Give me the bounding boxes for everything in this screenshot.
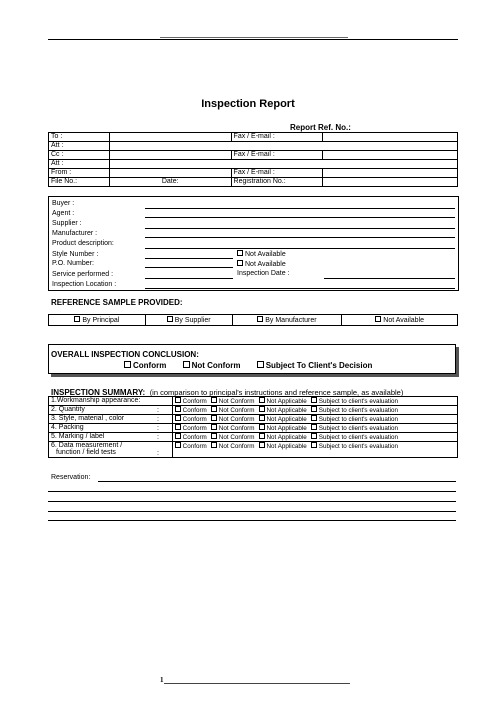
summary-option[interactable]: Not Conform xyxy=(211,425,255,432)
fax-label-2: Fax / E-mail : xyxy=(231,151,323,160)
summary-row xyxy=(49,424,458,433)
conclusion-options xyxy=(124,361,372,370)
po-label: P.O. Number: xyxy=(52,260,94,267)
checkbox-icon xyxy=(211,442,217,448)
checkbox-icon xyxy=(211,415,217,421)
att-field-2[interactable] xyxy=(109,160,457,169)
style-not-available[interactable]: Not Available xyxy=(237,250,286,259)
summary-option[interactable]: Subject to client's evaluation xyxy=(311,416,398,423)
summary-option[interactable]: Subject to client's evaluation xyxy=(311,434,398,441)
buyer-label: Buyer : xyxy=(52,200,75,207)
summary-option[interactable]: Subject to client's evaluation xyxy=(311,443,398,450)
checkbox-icon xyxy=(237,250,243,256)
checkbox-icon xyxy=(167,316,173,322)
checkbox-icon xyxy=(259,406,265,412)
product-line[interactable] xyxy=(145,248,455,249)
summary-row xyxy=(49,433,458,442)
fax-field-3[interactable] xyxy=(323,169,458,178)
checkbox-icon xyxy=(211,406,217,412)
summary-table xyxy=(48,396,458,458)
summary-option[interactable]: Conform xyxy=(175,443,207,450)
top-rule-gray xyxy=(160,37,348,38)
checkbox-icon xyxy=(74,316,80,322)
summary-option[interactable]: Not Applicable xyxy=(259,425,307,432)
checkbox-icon xyxy=(175,406,181,412)
summary-option[interactable]: Not Conform xyxy=(211,443,255,450)
ref-by-supplier[interactable]: By Supplier xyxy=(145,315,232,326)
reservation-line-1[interactable] xyxy=(98,481,456,482)
summary-item-label: 2. Quantity : xyxy=(49,406,173,415)
agent-line[interactable] xyxy=(145,217,455,218)
date-label: Date: xyxy=(161,178,179,185)
manufacturer-line[interactable] xyxy=(145,237,455,238)
po-not-available[interactable]: Not Available xyxy=(237,260,286,269)
date-cell[interactable] xyxy=(109,178,231,187)
checkbox-icon xyxy=(175,397,181,403)
registration-label: Registration No.: xyxy=(231,178,323,187)
conclusion-subject-client[interactable]: Subject To Client's Decision xyxy=(257,361,373,370)
checkbox-icon xyxy=(183,361,190,368)
summary-option[interactable]: Not Conform xyxy=(211,434,255,441)
ref-by-principal[interactable]: By Principal xyxy=(49,315,146,326)
checkbox-icon xyxy=(237,260,243,266)
checkbox-icon xyxy=(375,316,381,322)
summary-item-options xyxy=(172,415,457,424)
checkbox-icon xyxy=(211,424,217,430)
reservation-line-2[interactable] xyxy=(48,491,456,492)
cc-label: Cc : xyxy=(49,151,110,160)
summary-item-label: 6. Data measurement / function / field tests : xyxy=(49,442,173,458)
checkbox-icon xyxy=(259,424,265,430)
summary-option[interactable]: Not Applicable xyxy=(259,416,307,423)
reservation-label: Reservation: xyxy=(51,474,91,481)
fax-label-1: Fax / E-mail : xyxy=(231,133,323,142)
summary-row xyxy=(49,406,458,415)
checkbox-icon xyxy=(311,406,317,412)
checkbox-icon xyxy=(311,433,317,439)
inspection-date-label: Inspection Date : xyxy=(237,270,290,277)
supplier-line[interactable] xyxy=(145,228,455,229)
summary-option[interactable]: Conform xyxy=(175,434,207,441)
summary-item-options xyxy=(172,397,457,406)
checkbox-icon xyxy=(257,316,263,322)
summary-item-label: 5. Marking / label : xyxy=(49,433,173,442)
att-label-2: Att : xyxy=(49,160,110,169)
buyer-line[interactable] xyxy=(145,208,455,209)
summary-item-label: 3. Style, material , color : xyxy=(49,415,173,424)
checkbox-icon xyxy=(211,397,217,403)
summary-row xyxy=(49,415,458,424)
report-ref-label: Report Ref. No.: xyxy=(290,123,351,132)
fax-field-1[interactable] xyxy=(323,133,458,142)
top-rule xyxy=(48,39,458,40)
checkbox-icon xyxy=(124,361,131,368)
page-title: Inspection Report xyxy=(201,98,295,110)
reservation-line-4[interactable] xyxy=(48,511,456,512)
checkbox-icon xyxy=(257,361,264,368)
to-field[interactable] xyxy=(109,133,231,142)
registration-field[interactable] xyxy=(323,178,458,187)
reference-title: REFERENCE SAMPLE PROVIDED: xyxy=(51,298,183,307)
checkbox-icon xyxy=(259,442,265,448)
summary-subtitle: (in comparison to principal's instructions and reference sample, as available) xyxy=(149,388,404,397)
to-label: To : xyxy=(49,133,110,142)
summary-option[interactable]: Not Conform xyxy=(211,416,255,423)
conclusion-conform[interactable]: Conform xyxy=(124,361,166,370)
summary-item-options xyxy=(172,406,457,415)
summary-option[interactable]: Conform xyxy=(175,416,207,423)
conclusion-title: OVERALL INSPECTION CONCLUSION: xyxy=(51,350,199,359)
from-field[interactable] xyxy=(109,169,231,178)
att-label-1: Att : xyxy=(49,142,110,151)
checkbox-icon xyxy=(175,424,181,430)
checkbox-icon xyxy=(175,433,181,439)
checkbox-icon xyxy=(259,433,265,439)
service-line[interactable] xyxy=(145,278,233,279)
summary-option[interactable]: Conform xyxy=(175,407,207,414)
checkbox-icon xyxy=(259,415,265,421)
summary-option[interactable]: Not Applicable xyxy=(259,443,307,450)
service-label: Service performed : xyxy=(52,271,114,278)
summary-option[interactable]: Subject to client's evaluation xyxy=(311,425,398,432)
summary-item-label: 1.Workmanship appearance: xyxy=(49,397,173,406)
location-line[interactable] xyxy=(145,288,455,289)
supplier-label: Supplier : xyxy=(52,220,82,227)
summary-option[interactable]: Not Applicable xyxy=(259,407,307,414)
summary-item-options xyxy=(172,442,457,458)
checkbox-icon xyxy=(311,397,317,403)
reservation-line-3[interactable] xyxy=(48,501,456,502)
checkbox-icon xyxy=(175,442,181,448)
file-no-label: File No.: xyxy=(49,178,110,187)
summary-item-options xyxy=(172,424,457,433)
checkbox-icon xyxy=(259,397,265,403)
summary-row xyxy=(49,397,458,406)
header-table xyxy=(48,132,458,187)
checkbox-icon xyxy=(311,442,317,448)
footer-page-number: 1 xyxy=(160,676,164,684)
summary-title: INSPECTION SUMMARY: xyxy=(51,388,146,397)
reservation-line-5[interactable] xyxy=(48,520,456,521)
summary-option[interactable]: Subject to client's evaluation xyxy=(311,398,398,405)
summary-option[interactable]: Not Conform xyxy=(211,407,255,414)
ref-not-available[interactable]: Not Available xyxy=(342,315,458,326)
summary-option[interactable]: Subject to client's evaluation xyxy=(311,407,398,414)
checkbox-icon xyxy=(211,433,217,439)
checkbox-icon xyxy=(311,415,317,421)
att-field-1[interactable] xyxy=(109,142,457,151)
agent-label: Agent : xyxy=(52,210,75,217)
location-label: Inspection Location : xyxy=(52,281,117,288)
footer-rule xyxy=(164,683,350,684)
conclusion-not-conform[interactable]: Not Conform xyxy=(183,361,241,370)
manufacturer-label: Manufacturer : xyxy=(52,230,98,237)
style-label: Style Number : xyxy=(52,251,99,258)
po-line[interactable] xyxy=(145,267,233,268)
checkbox-icon xyxy=(175,415,181,421)
summary-row xyxy=(49,442,458,458)
from-label: From : xyxy=(49,169,110,178)
summary-option[interactable]: Not Conform xyxy=(211,398,255,405)
reference-table xyxy=(48,314,458,326)
summary-item-label: 4. Packing : xyxy=(49,424,173,433)
checkbox-icon xyxy=(311,424,317,430)
summary-option[interactable]: Not Applicable xyxy=(259,434,307,441)
ref-by-manufacturer[interactable]: By Manufacturer xyxy=(232,315,342,326)
summary-item-options xyxy=(172,433,457,442)
style-line[interactable] xyxy=(145,258,233,259)
summary-option[interactable]: Conform xyxy=(175,425,207,432)
fax-label-3: Fax / E-mail : xyxy=(231,169,323,178)
cc-field[interactable] xyxy=(109,151,231,160)
summary-option[interactable]: Not Applicable xyxy=(259,398,307,405)
product-label: Product description: xyxy=(52,240,114,247)
summary-option[interactable]: Conform xyxy=(175,398,207,405)
inspection-date-line[interactable] xyxy=(324,278,455,279)
fax-field-2[interactable] xyxy=(323,151,458,160)
